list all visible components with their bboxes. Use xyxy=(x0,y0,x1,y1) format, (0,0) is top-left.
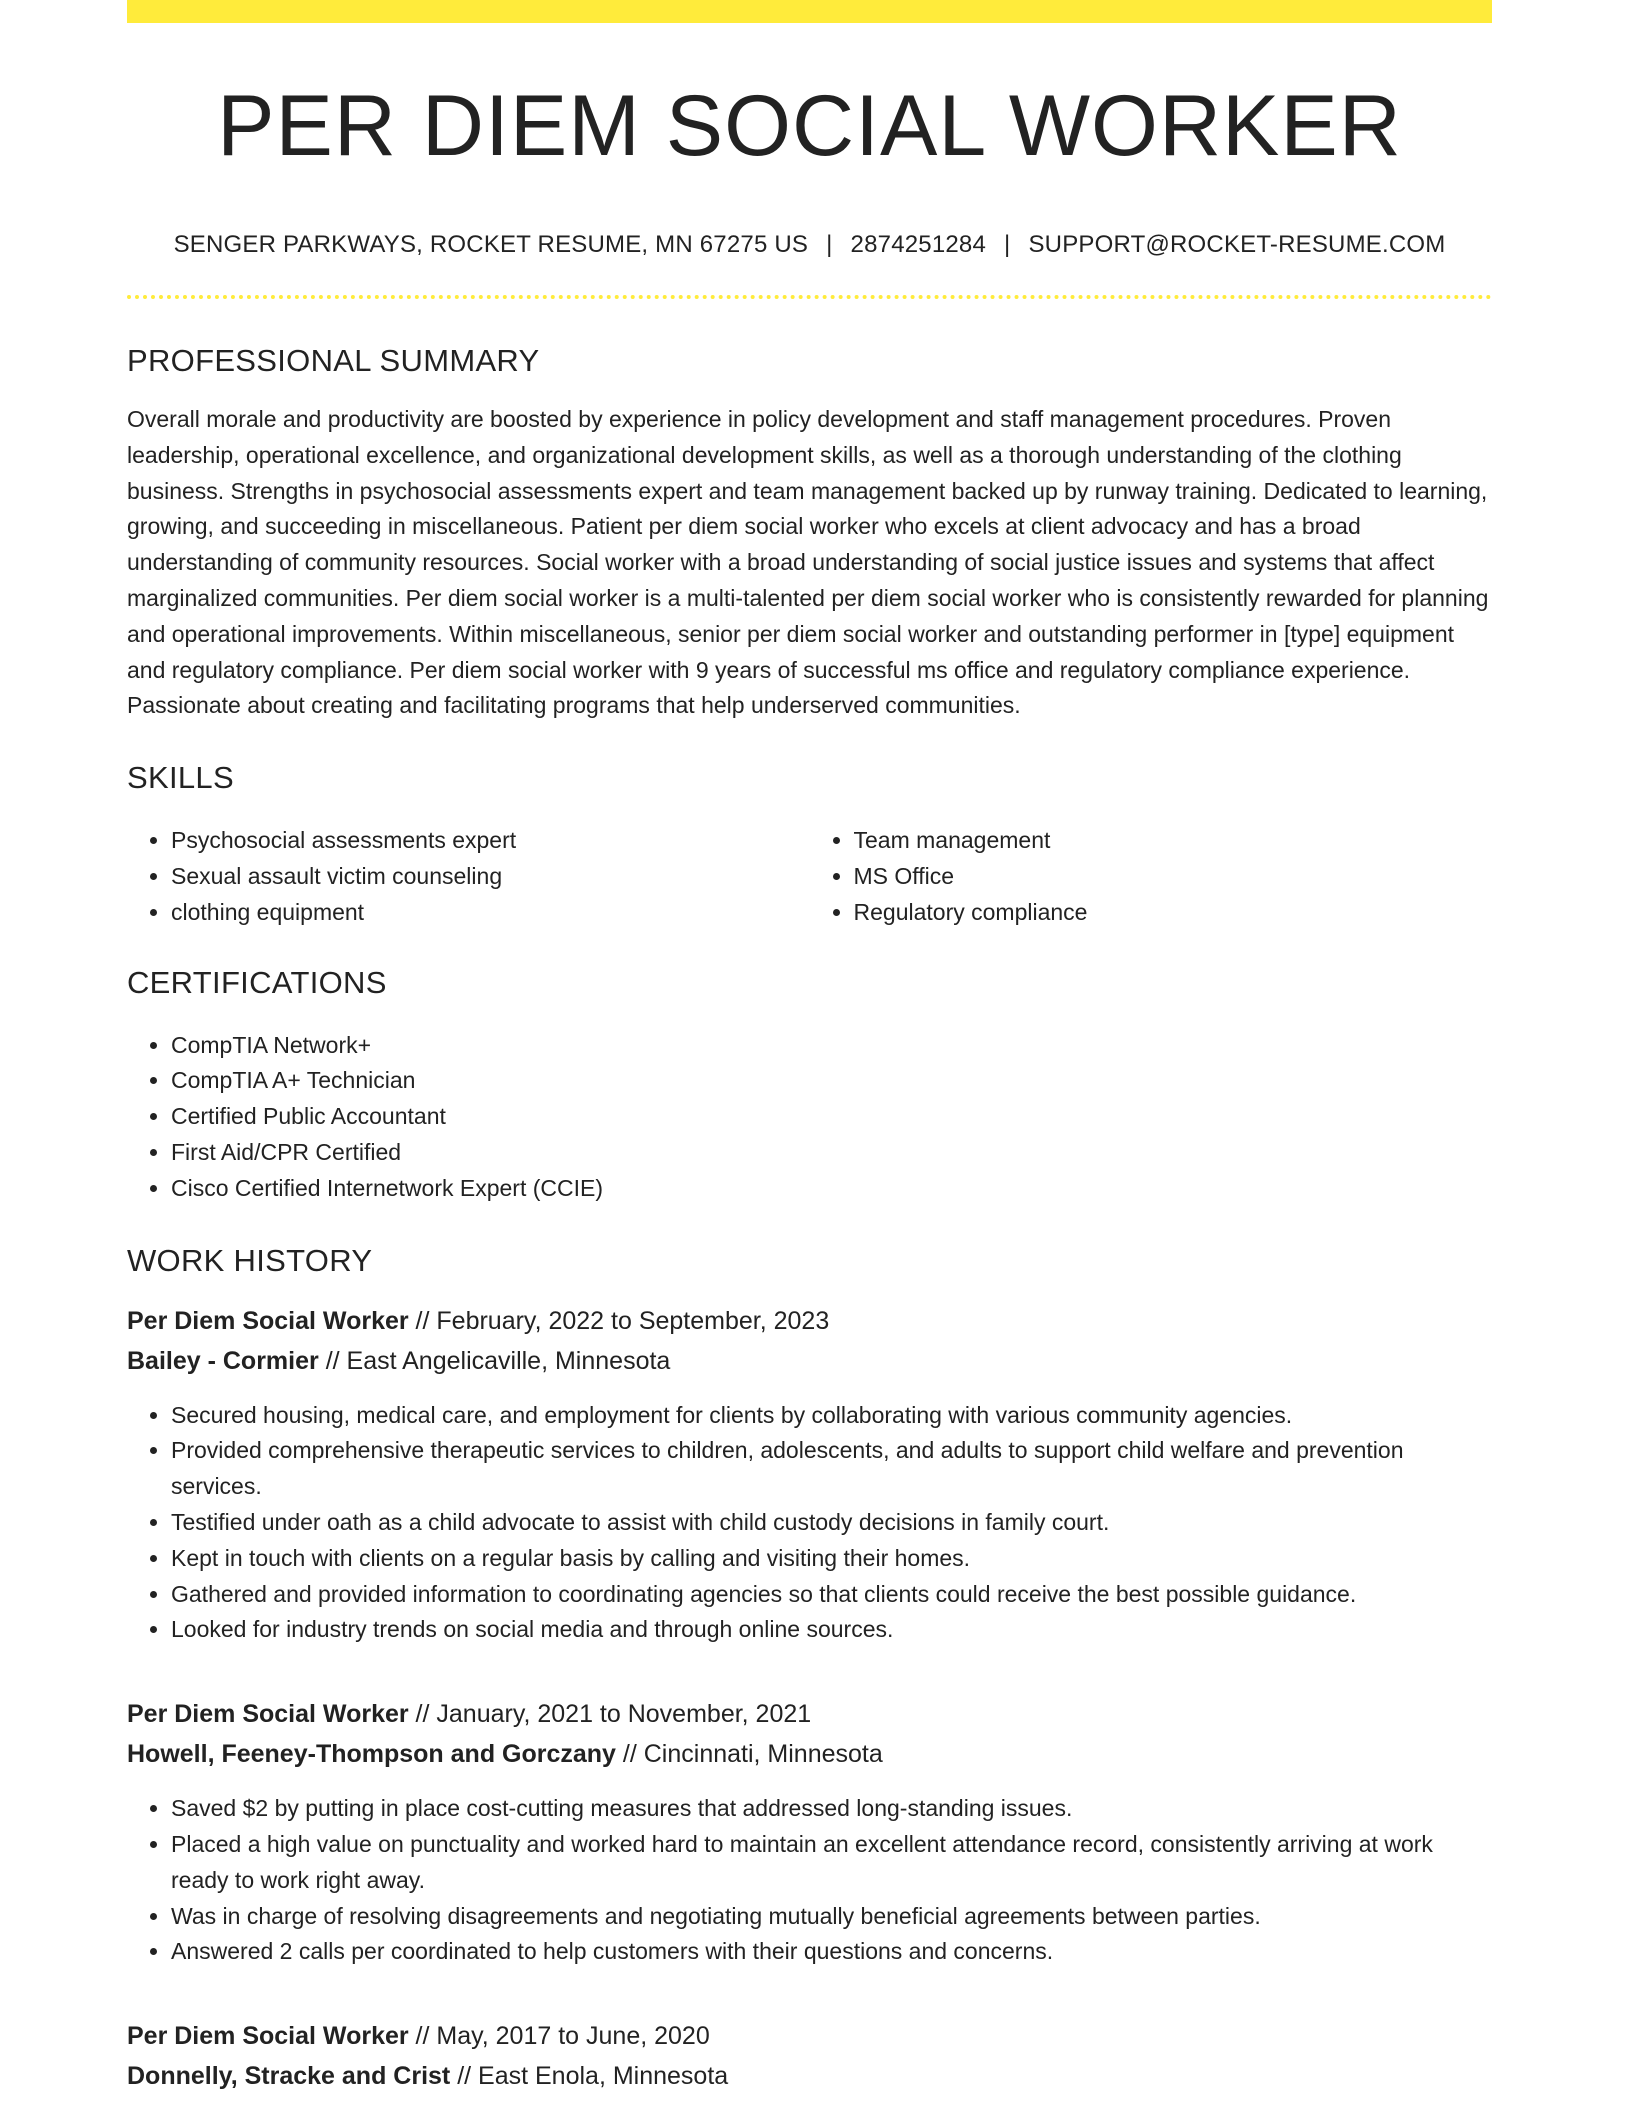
job-bullets xyxy=(127,1398,1492,1649)
contact-separator: | xyxy=(1004,231,1011,258)
certification-item: • CompTIA A+ Technician xyxy=(171,1063,1492,1099)
job-bullet: • Kept in touch with clients on a regular basis by calling and visiting their homes. xyxy=(171,1541,1492,1577)
contact-phone: 2874251284 xyxy=(850,231,987,258)
skill-item: • Sexual assault victim counseling xyxy=(171,859,810,895)
contact-email: SUPPORT@ROCKET-RESUME.COM xyxy=(1028,231,1446,258)
job-title-line xyxy=(127,2024,1492,2049)
job-dates: // May, 2017 to June, 2020 xyxy=(408,2022,710,2051)
job-bullet: • Gathered and provided information to coordinating agencies so that clients could receive the best possible guidance. xyxy=(171,1577,1492,1613)
job-location: // Cincinnati, Minnesota xyxy=(615,1740,883,1769)
skills-heading: SKILLS xyxy=(127,760,234,796)
certifications-list xyxy=(127,1028,1492,1207)
job-company-line xyxy=(127,1742,1492,1767)
job-title-line xyxy=(127,1702,1492,1727)
certifications-heading: CERTIFICATIONS xyxy=(127,964,387,1000)
job-company: Howell, Feeney-Thompson and Gorczany xyxy=(127,1740,616,1769)
work-history-heading: WORK HISTORY xyxy=(127,1242,373,1278)
job-company-line xyxy=(127,2064,1492,2089)
job-bullet: • Testified under oath as a child advocate to assist with child custody decisions in family court. xyxy=(171,1505,1492,1541)
certification-item: • Certified Public Accountant xyxy=(171,1099,1492,1135)
job-bullet: • Provided comprehensive therapeutic services to children, adolescents, and adults to support child welfare and prevention services. xyxy=(171,1433,1492,1505)
skill-item: • Psychosocial assessments expert xyxy=(171,823,810,859)
certification-item: • CompTIA Network+ xyxy=(171,1028,1492,1064)
job-dates: // January, 2021 to November, 2021 xyxy=(408,1700,812,1729)
job-bullet: • Answered 2 calls per coordinated to help customers with their questions and concerns. xyxy=(171,1934,1492,1970)
job-bullet: • Saved $2 by putting in place cost-cutting measures that addressed long-standing issues. xyxy=(171,1791,1492,1827)
job-company: Bailey - Cormier xyxy=(127,1346,319,1375)
job-bullet: • Was in charge of resolving disagreements and negotiating mutually beneficial agreements between parties. xyxy=(171,1899,1492,1935)
skill-item: • clothing equipment xyxy=(171,895,810,931)
contact-line xyxy=(127,233,1492,257)
job-title: Per Diem Social Worker xyxy=(127,1306,409,1335)
job-bullet: • Looked for industry trends on social media and through online sources. xyxy=(171,1612,1492,1648)
job-company-line xyxy=(127,1346,1492,1375)
contact-address: SENGER PARKWAYS, ROCKET RESUME, MN 67275 US xyxy=(173,231,809,258)
job-location: // East Enola, Minnesota xyxy=(450,2062,729,2091)
skills-left-list xyxy=(127,823,810,930)
job-bullet: • Secured housing, medical care, and employment for clients by collaborating with various community agencies. xyxy=(171,1398,1492,1434)
job-bullets xyxy=(127,1791,1492,1970)
job-company: Donnelly, Stracke and Crist xyxy=(127,2062,451,2091)
summary-heading: PROFESSIONAL SUMMARY xyxy=(127,343,540,378)
accent-bar xyxy=(127,0,1492,23)
skills-columns xyxy=(127,823,1492,930)
job-dates: // February, 2022 to September, 2023 xyxy=(408,1306,830,1335)
contact-separator: | xyxy=(826,231,833,258)
certification-item: • Cisco Certified Internetwork Expert (CCIE) xyxy=(171,1171,1492,1207)
certification-item: • First Aid/CPR Certified xyxy=(171,1135,1492,1171)
dotted-divider xyxy=(127,295,1492,299)
resume-title: PER DIEM SOCIAL WORKER xyxy=(217,78,1402,174)
job-title: Per Diem Social Worker xyxy=(127,2022,409,2051)
job-location: // East Angelicaville, Minnesota xyxy=(318,1346,671,1375)
skill-item: • Regulatory compliance xyxy=(854,895,1493,931)
resume-content xyxy=(127,0,1492,2089)
job-bullet: • Placed a high value on punctuality and worked hard to maintain an excellent attendance record, consistently arriving at work ready to work right away. xyxy=(171,1827,1492,1899)
job-title: Per Diem Social Worker xyxy=(127,1700,409,1729)
skill-item: • Team management xyxy=(854,823,1493,859)
skills-right-list xyxy=(810,823,1493,930)
job-title-line xyxy=(127,1306,1492,1335)
summary-text: Overall morale and productivity are boosted by experience in policy development and staff management procedures. Proven leadership, operational excellence, and organizational development skills, as well as a thorough understanding of the clothing business. Strengths in psychosocial assessments expert and team management backed up by runway training. Dedicated to learning, growing, and succeeding in miscellaneous. Patient per diem social worker who excels at client advocacy and has a broad understanding of community resources. Social worker with a broad understanding of social justice issues and systems that affect marginalized communities. Per diem social worker is a multi-talented per diem social worker who is consistently rewarded for planning and operational improvements. Within miscellaneous, senior per diem social worker and outstanding performer in [type] equipment and regulatory compliance. Per diem social worker with 9 years of successful ms office and regulatory compliance experience. Passionate about creating and facilitating programs that help underserved communities. xyxy=(127,406,1489,719)
skill-item: • MS Office xyxy=(854,859,1493,895)
